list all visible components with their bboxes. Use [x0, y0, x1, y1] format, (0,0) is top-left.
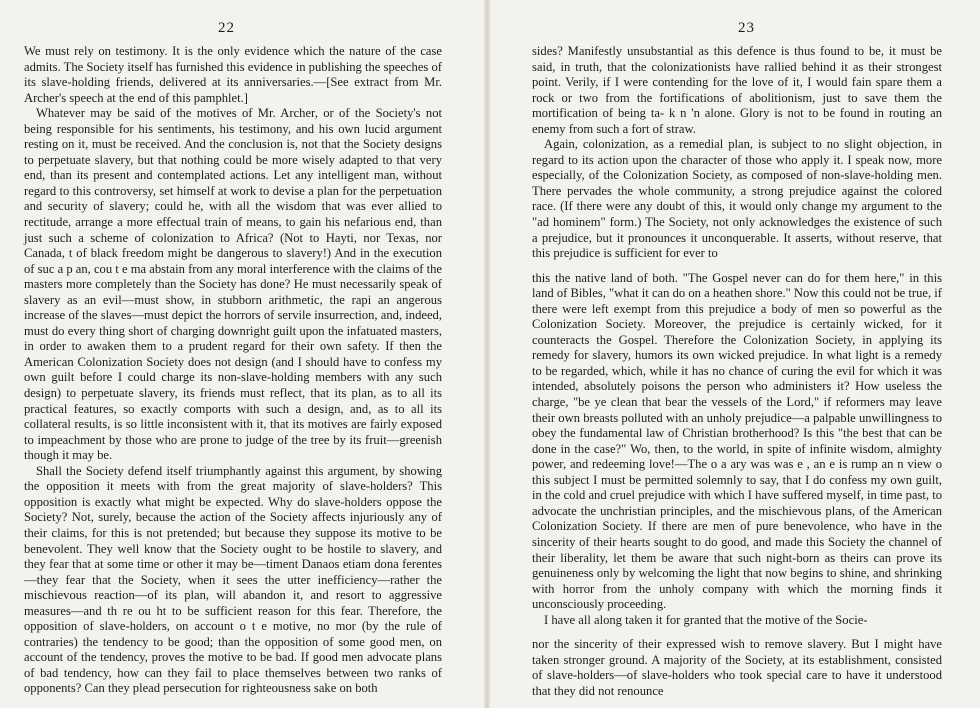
- paragraph: nor the sincerity of their expressed wish to remove slavery. But I might have taken stronger ground. A majority of the Society, at its establishment, consisted of slave-holders—of slave-holders who took special care to have it understood that they did not renounce: [532, 637, 942, 698]
- left-page: [0, 0, 486, 708]
- paragraph: I have all along taken it for granted that the motive of the Socie-: [544, 612, 868, 627]
- right-page: [488, 0, 980, 708]
- right-text-column: [532, 44, 942, 699]
- paragraph: Again, colonization, as a remedial plan, is subject to no slight objection, in regard to its action upon the character of those who apply it. I speak now, more especially, of the Colonization Society, as composed of non-slave-holding men. There pervades the whole community, a strong prejudice against the colored race. (If there were any doubt of this, it would only change my argument to the "ad hominem" form.) The Society, not only acknowledges the existence of such a prejudice, but it pronounces it unconquerable. It asserts, without reserve, that this prejudice is sufficient for ever to: [532, 137, 942, 261]
- page-number-left: 22: [218, 20, 235, 36]
- page-number-right: 23: [738, 20, 755, 36]
- paragraph: this the native land of both. "The Gospel never can do for them here," in this land of Bibles, "what it can do on a heathen shore." Now this could not be true, if there were left exempt from this prejudice a body of men so powerful as the Colonization Society. Moreover, the prejudice is certainly wicked, for it counteracts the Gospel. Therefore the Colonization Society, in applying its remedy for slavery, humors its own wicked prejudice. In what light is a remedy to be regarded, which, while it has no chance of curing the evil for which it was intended, absolutely poisons the person who administers it? How useless the charge, "be ye clean that bear the vessels of the Lord," if reformers may leave their own breasts polluted with an unholy prejudice—a palpable unwillingness to obey the fundamental law of Christian brotherhood? Is this "the best that can be done in the case?" Wo, then, to the world, in spite of infinite wisdom, almighty power, and redeeming love!—The o a ary was was e , an e is rump an n view o this subject I must be permitted solemnly to say, that I do confess my own guilt, in the cold and cruel prejudice with which I have suffered myself, in time past, to advocate the unchristian principles, and the mischievous plans, of the American Colonization Society. If there are men of pure benevolence, who have in the sincerity of their hearts sought to do good, and made this Society the channel of their liberality, let them be aware that such night-born as theirs can prove its genuineness only by welcoming the light that now begins to shine, and shrinking with horror from the unholy company with which the morning finds it unconsciously proceeding.: [532, 270, 942, 612]
- paragraph: We must rely on testimony. It is the only evidence which the nature of the case admits. The Society itself has furnished this evidence in publishing the speeches of its slave-holding friends, delivered at its anniversaries.—[See extract from Mr. Archer's speech at the end of this pamphlet.]: [24, 44, 442, 105]
- paragraph: Shall the Society defend itself triumphantly against this argument, by showing the opposition it meets with from the great majority of slave-holders? This opposition is exactly what might be expected. Why do slave-holders oppose the Society? Not, surely, because the action of the Society affects injuriously any of their claims, for this is not pretended; but because they suppose its motive to be benevolent. They well know that the Society ought to be hostile to slavery, and they fear that at some time or other it may be—timent Danaos etiam dona ferentes—they fear that the Society, when it sees the utter inefficiency—rather the mischievous reaction—of its plan, will abandon it, and resort to aggressive measures—and th re ou ht to be sufficient reason for this fear. Therefore, the opposition of slave-holders, on account o t e motive, no mor (by the rule of contraries) the tendency to be good; than the opposition of some good men, on account of the tendency, proves the motive to be bad. If good men advocate plans of bad tendency, how can they fail to place themselves between two ranks of opponents? Can they plead persecution for righteousness sake on both: [24, 463, 442, 696]
- section-break: [532, 262, 942, 271]
- paragraph: Whatever may be said of the motives of Mr. Archer, or of the Society's not being responsible for his sentiments, his testimony, and his own lucid argument resting on it, must be received. And the conclusion is, not that the Society designs to perpetuate slavery, but that nothing could be more wisely adapted to that very end, than its present and contemplated actions. Let any intelligent man, without regard to this controversy, set himself at work to devise a plan for the perpetuation and security of slavery; could he, with all the wisdom that was ever allied to rectitude, arrange a more effectual train of means, to gain his nefarious end, than just such a scheme of colonization to Africa? (Not to Hayti, nor Texas, nor Canada, t of black freedom might be dangerous to slavery!) And in the execution of suc a p an, cou t e ma abstain from any moral interference with the claims of the masters more completely than the Society has done? He must necessarily speak of slavery as an evil—must show, in stubborn arithmetic, the rapi an angerous increase of the slaves—must depict the horrors of servile insurrection, and, indeed, must do every thing short of charging downright guilt upon the infatuated masters, in order to awaken them to a prudent regard for their own safety. If then the American Colonization Society does not design (and I should have to confess my own guilt before I could charge its non-slave-holding members with any such design) to perpetuate slavery, its friends must reflect, that its plan, as to all its practical features, so exactly comports with such a design, and, as to all its collateral results, is so little inconsistent with it, that its motives are fairly exposed to impeachment by those who are prone to judge of the tree by its fruit—greenish though it may be.: [24, 106, 442, 463]
- section-break: [532, 628, 942, 637]
- left-text-column: [24, 44, 442, 697]
- paragraph: sides? Manifestly unsubstantial as this defence is thus found to be, it must be said, in truth, that the colonizationists have rallied behind it as their strongest point. Verily, if I were contending for the love of it, I would fain spare them a rock or two from the fortifications of abolitionism, just to save them the mortification of being ta- k n 'n alone. Glory is not to be found in routing an enemy from such a fort of straw.: [532, 44, 942, 136]
